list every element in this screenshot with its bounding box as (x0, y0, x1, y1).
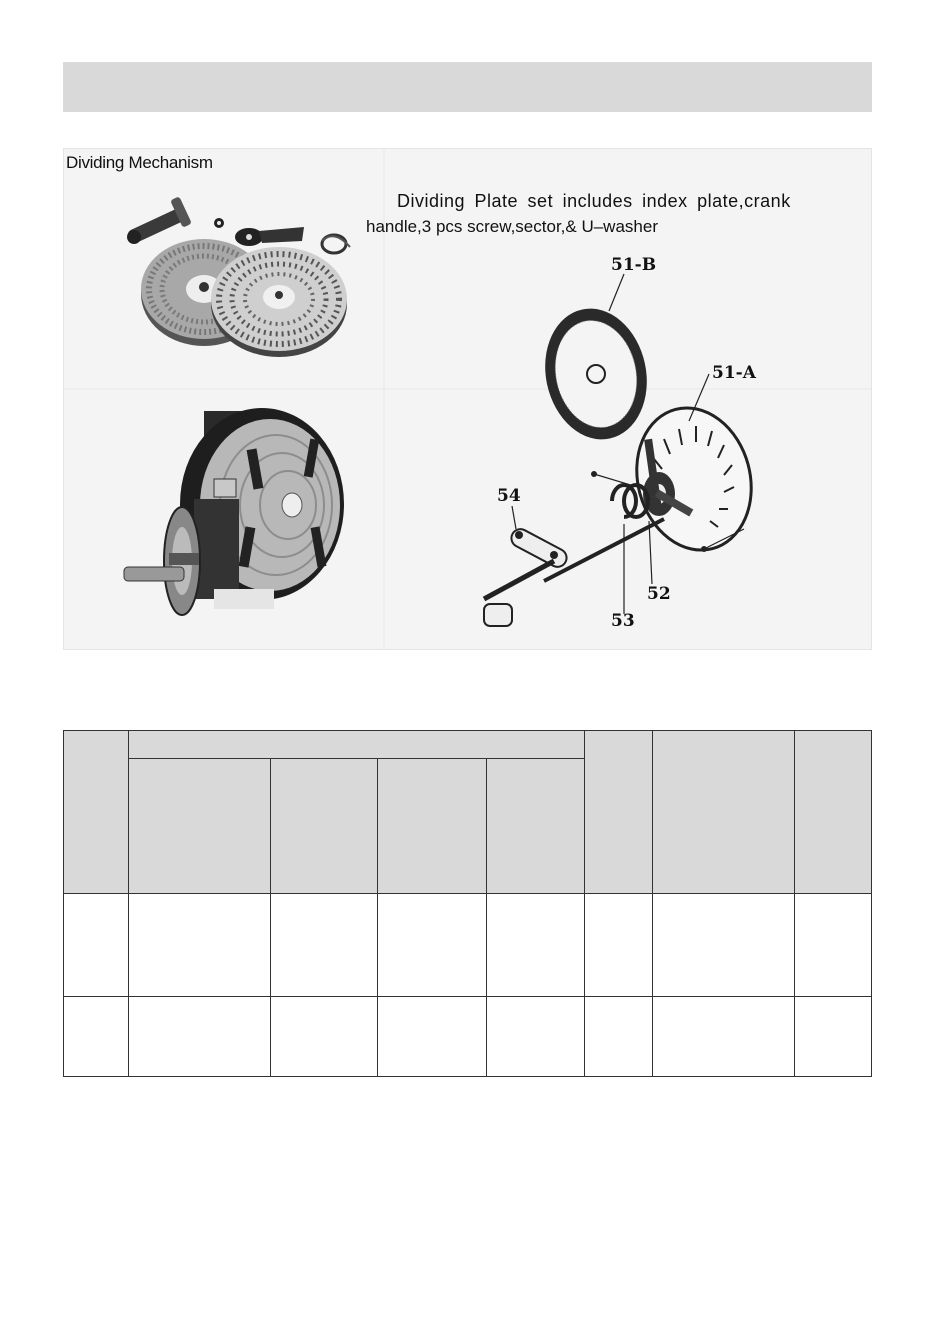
part-label-52: 52 (647, 584, 671, 604)
table-subheader-cell (129, 759, 271, 894)
table-row (64, 997, 872, 1077)
table-subheader-cell (487, 759, 585, 894)
figure-title: Dividing Mechanism (66, 153, 213, 172)
table-cell (129, 997, 271, 1077)
table-cell (271, 894, 378, 997)
table-cell (64, 997, 129, 1077)
part-label-51b: 51-B (611, 255, 657, 275)
table-cell (487, 894, 585, 997)
exploded-diagram (484, 274, 767, 626)
table-header-cell (795, 731, 872, 894)
table-cell (653, 997, 795, 1077)
table-header-row (64, 731, 872, 759)
table-cell (271, 997, 378, 1077)
table-subheader-cell (378, 759, 487, 894)
table-header-cell (585, 731, 653, 894)
figure-description-line-1: Dividing Plate set includes index plate,crank (397, 191, 791, 211)
rotary-table-photo (124, 408, 344, 615)
part-label-53: 53 (611, 611, 635, 631)
table-cell (653, 894, 795, 997)
table-cell (378, 894, 487, 997)
part-label-54: 54 (497, 486, 521, 506)
dividing-plate-set-photo (126, 196, 350, 357)
dividing-mechanism-figure (63, 148, 872, 650)
table-cell (129, 894, 271, 997)
table-cell (585, 997, 653, 1077)
table-cell (378, 997, 487, 1077)
table-header-cell (653, 731, 795, 894)
table-header-cell (64, 731, 129, 894)
spec-table (63, 730, 872, 1077)
table-cell (795, 997, 872, 1077)
figure-description-line-2: handle,3 pcs screw,sector,& U–washer (366, 217, 658, 236)
table-header-cell (129, 731, 585, 759)
table-cell (64, 894, 129, 997)
table-cell (585, 894, 653, 997)
header-bar (63, 62, 872, 112)
table-row (64, 894, 872, 997)
table-cell (795, 894, 872, 997)
table-cell (487, 997, 585, 1077)
table-subheader-cell (271, 759, 378, 894)
part-label-51a: 51-A (712, 363, 756, 383)
